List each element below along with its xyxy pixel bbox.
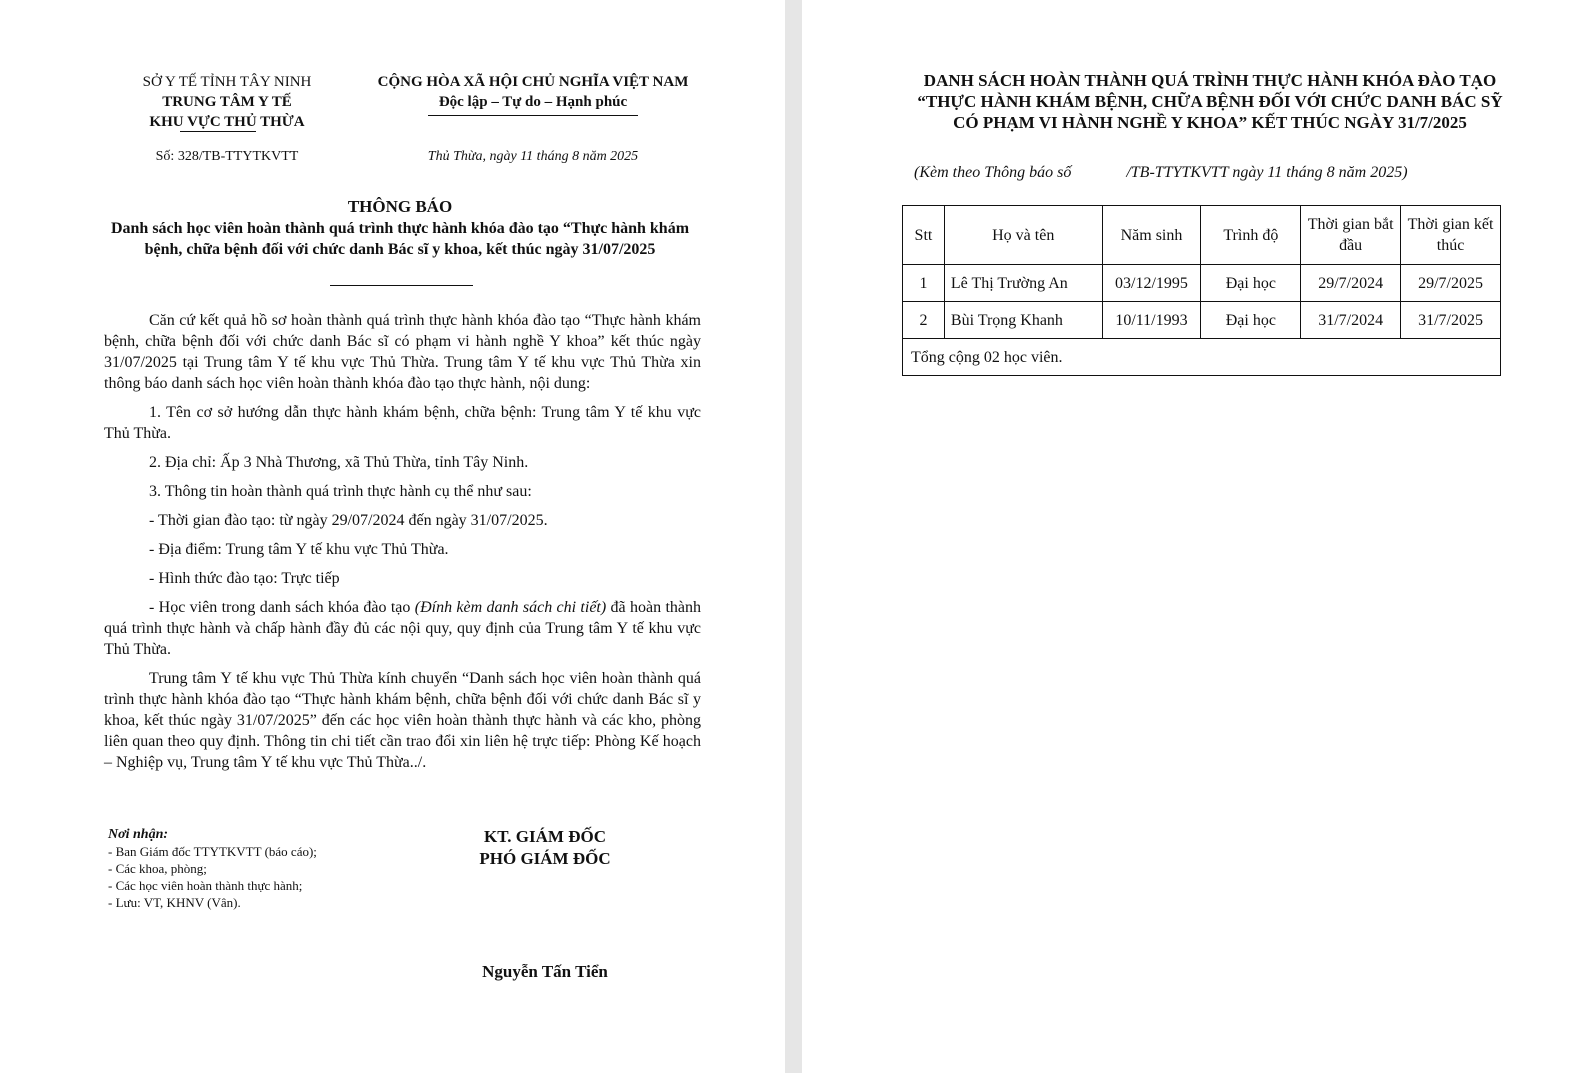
- cell-stt: 1: [903, 265, 945, 302]
- title-underline: [330, 285, 473, 286]
- recipient-item: - Lưu: VT, KHNV (Vân).: [108, 895, 241, 910]
- document-page-left: [0, 0, 785, 1073]
- document-title: THÔNG BÁO: [347, 197, 453, 216]
- bullet-students: [104, 597, 701, 660]
- recipients-label: Nơi nhận:: [108, 827, 169, 842]
- cell-birth-date: 03/12/1995: [1102, 265, 1201, 302]
- cell-degree: Đại học: [1201, 302, 1301, 339]
- table-total-row: [903, 339, 1501, 376]
- document-subtitle: Danh sách học viên hoàn thành quá trình thực hành khóa đào tạo “Thực hành khám bệnh, chữa bệnh đối với chức danh Bác sĩ y khoa, kết thúc ngày 31/07/2025: [110, 220, 690, 258]
- recipients-block: [108, 826, 408, 911]
- motto: Độc lập – Tự do – Hạnh phúc: [438, 94, 628, 110]
- appendix-reference-left: (Kèm theo Thông báo số: [914, 164, 1072, 181]
- header-stt: Stt: [903, 206, 945, 265]
- signature-block: [440, 826, 650, 870]
- nation-name: CỘNG HÒA XÃ HỘI CHỦ NGHĨA VIỆT NAM: [377, 74, 689, 90]
- cell-name: Bùi Trọng Khanh: [944, 302, 1102, 339]
- bullet-students-pre: - Học viên trong danh sách khóa đào tạo: [149, 599, 415, 616]
- item-3: 3. Thông tin hoàn thành quá trình thực hành cụ thể như sau:: [149, 483, 532, 500]
- cell-stt: 2: [903, 302, 945, 339]
- page-gutter: [785, 0, 802, 1073]
- bullet-format: - Hình thức đào tạo: Trực tiếp: [149, 570, 340, 587]
- bullet-students-attachment: (Đính kèm danh sách chi tiết): [414, 599, 607, 616]
- header-name: Họ và tên: [944, 206, 1102, 265]
- issuing-agency: [112, 72, 342, 132]
- appendix-reference-right: /TB-TTYTKVTT ngày 11 tháng 8 năm 2025): [1126, 164, 1408, 181]
- table-header-row: [903, 206, 1501, 265]
- students-table: [902, 205, 1501, 376]
- bullet-location: - Địa điểm: Trung tâm Y tế khu vực Thủ Thừa.: [149, 541, 449, 558]
- agency-name: TRUNG TÂM Y TẾ: [162, 94, 292, 110]
- cell-birth-date: 10/11/1993: [1102, 302, 1201, 339]
- header-start-date: Thời gian bắt đầu: [1301, 206, 1401, 265]
- signature-position: PHÓ GIÁM ĐỐC: [479, 849, 611, 868]
- document-page-right: [802, 0, 1587, 1073]
- bullet-students-post: đã hoàn thành quá trình thực hành và chấp hành đầy đủ các nội quy, quy định của Trung tâm Y tế khu vực Thủ Thừa.: [104, 599, 701, 658]
- item-2: 2. Địa chỉ: Ấp 3 Nhà Thương, xã Thủ Thừa, tỉnh Tây Ninh.: [149, 454, 529, 471]
- item-1: 1. Tên cơ sở hướng dẫn thực hành khám bệnh, chữa bệnh: Trung tâm Y tế khu vực Thủ Thừa.: [104, 404, 701, 442]
- signature-title: KT. GIÁM ĐỐC: [484, 827, 606, 846]
- place-date: Thủ Thừa, ngày 11 tháng 8 năm 2025: [427, 149, 639, 164]
- recipient-item: - Các khoa, phòng;: [108, 861, 207, 876]
- header-degree: Trình độ: [1201, 206, 1301, 265]
- signer-name: Nguyễn Tấn Tiển: [482, 962, 608, 981]
- header-end-date: Thời gian kết thúc: [1401, 206, 1501, 265]
- table-row: [903, 265, 1501, 302]
- document-body: [104, 310, 701, 781]
- agency-parent: SỞ Y TẾ TỈNH TÂY NINH: [142, 74, 312, 90]
- cell-end-date: 29/7/2025: [1401, 265, 1501, 302]
- document-number: Số: 328/TB-TTYTKVTT: [155, 149, 299, 164]
- recipient-item: - Các học viên hoàn thành thực hành;: [108, 878, 303, 893]
- closing-paragraph: Trung tâm Y tế khu vực Thủ Thừa kính chuyển “Danh sách học viên hoàn thành quá trình thực hành khóa đào tạo “Thực hành khám bệnh, chữa bệnh đối với chức danh Bác sĩ y khoa, kết thúc ngày 31/07/2025” đến các học viên hoàn thành thực hành và các kho, phòng liên quan theo quy định. Thông tin chi tiết cần trao đổi xin liên hệ trực tiếp: Phòng Kế hoạch – Nghiệp vụ, Trung tâm Y tế khu vực Thủ Thừa../.: [104, 670, 701, 771]
- cell-degree: Đại học: [1201, 265, 1301, 302]
- cell-start-date: 29/7/2024: [1301, 265, 1401, 302]
- table-row: [903, 302, 1501, 339]
- recipient-item: - Ban Giám đốc TTYTKVTT (báo cáo);: [108, 844, 317, 859]
- bullet-training-time: - Thời gian đào tạo: từ ngày 29/07/2024 đến ngày 31/07/2025.: [149, 512, 548, 529]
- cell-total: Tổng cộng 02 học viên.: [903, 339, 1501, 376]
- cell-end-date: 31/7/2025: [1401, 302, 1501, 339]
- agency-area: KHU VỰC THỦ THỪA: [149, 114, 305, 130]
- cell-name: Lê Thị Trường An: [944, 265, 1102, 302]
- appendix-title: DANH SÁCH HOÀN THÀNH QUÁ TRÌNH THỰC HÀNH KHÓA ĐÀO TẠO “THỰC HÀNH KHÁM BỆNH, CHỮA BỆNH ĐỐI VỚI CHỨC DANH BÁC SỸ CÓ PHẠM VI HÀNH NGHỀ Y KHOA” KẾT THÚC NGÀY 31/7/2025: [917, 71, 1503, 132]
- motto-underline: [428, 115, 638, 116]
- agency-underline: [180, 131, 256, 132]
- cell-start-date: 31/7/2024: [1301, 302, 1401, 339]
- header-birth-date: Năm sinh: [1102, 206, 1201, 265]
- intro-paragraph: Căn cứ kết quả hồ sơ hoàn thành quá trình thực hành khóa đào tạo “Thực hành khám bệnh, chữa bệnh đối với chức danh Bác sĩ có phạm vi hành nghề Y khoa” kết thúc ngày 31/07/2025 tại Trung tâm Y tế khu vực Thủ Thừa. Trung tâm Y tế khu vực Thủ Thừa xin thông báo danh sách học viên hoàn thành khóa đào tạo thực hành, nội dung:: [104, 312, 701, 392]
- national-header: [358, 72, 708, 112]
- appendix-reference: [914, 164, 1514, 182]
